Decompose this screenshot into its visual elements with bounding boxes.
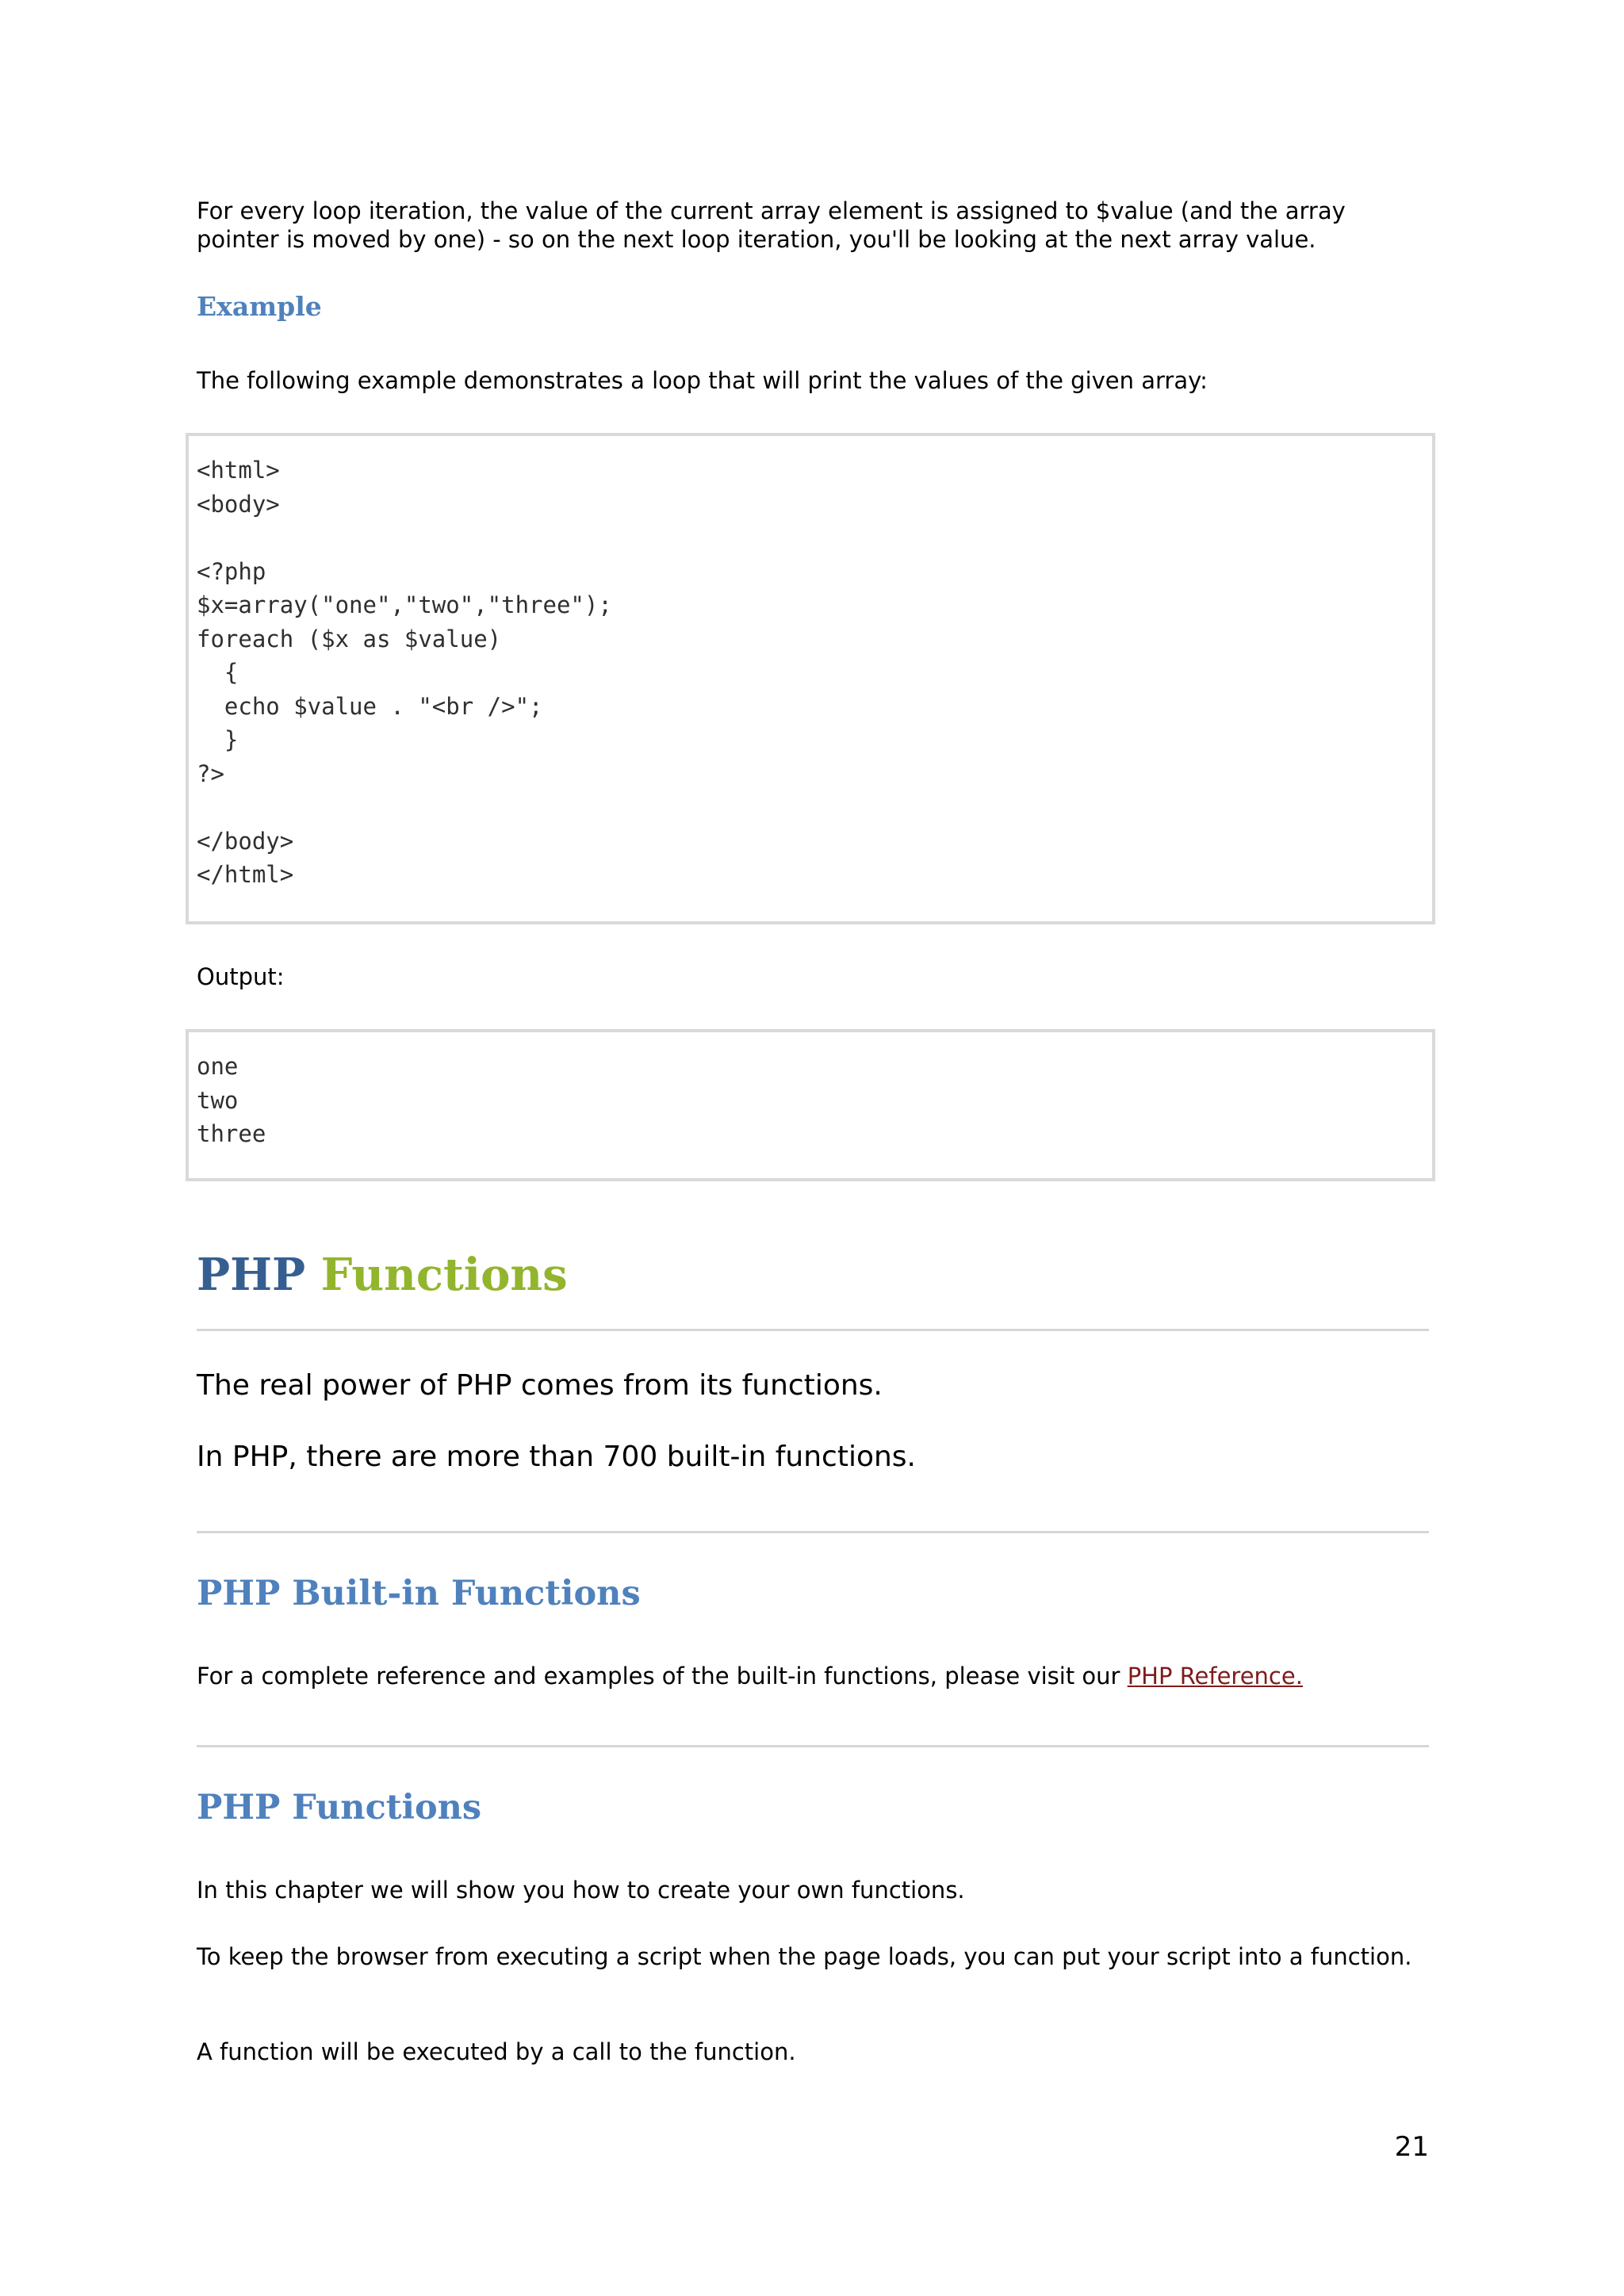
page-number: 21: [1394, 2131, 1429, 2163]
section-divider: [197, 1329, 1429, 1331]
builtin-heading: PHP Built-in Functions: [197, 1574, 641, 1613]
builtin-paragraph: [197, 1662, 1434, 1690]
section-intro-1: The real power of PHP comes from its functions.: [197, 1369, 883, 1402]
section-title: [197, 1243, 568, 1307]
functions-paragraph-2: To keep the browser from executing a script when the page loads, you can put your script into a function.: [197, 1943, 1412, 1970]
php-reference-link[interactable]: PHP Reference.: [1127, 1663, 1303, 1689]
functions-paragraph-3: A function will be executed by a call to the function.: [197, 2038, 796, 2065]
functions-paragraph-1: In this chapter we will show you how to create your own functions.: [197, 1877, 965, 1904]
output-text: one two three: [197, 1053, 266, 1147]
output-label: Output:: [197, 963, 285, 990]
example-heading: Example: [197, 291, 322, 322]
example-description: The following example demonstrates a loop that will print the values of the given array:: [197, 367, 1208, 394]
section-intro-2: In PHP, there are more than 700 built-in functions.: [197, 1441, 916, 1473]
code-example-box: [186, 433, 1435, 924]
functions-divider: [197, 1745, 1429, 1747]
builtin-divider: [197, 1531, 1429, 1533]
section-title-php: PHP: [197, 1249, 306, 1301]
output-box: [186, 1029, 1435, 1181]
builtin-text: For a complete reference and examples of the built-in functions, please visit our: [197, 1663, 1128, 1689]
functions-heading: PHP Functions: [197, 1788, 482, 1827]
intro-paragraph: For every loop iteration, the value of the current array element is assigned to $value (and the array pointer is moved by one) - so on the next loop iteration, you'll be looking at the next array value.: [197, 197, 1346, 253]
code-example: <html> <body> <?php $x=array("one","two","three"); foreach ($x as $value) { echo $value . "<br />"; } ?> </body> </html>: [197, 457, 612, 888]
section-title-functions: Functions: [320, 1249, 568, 1301]
